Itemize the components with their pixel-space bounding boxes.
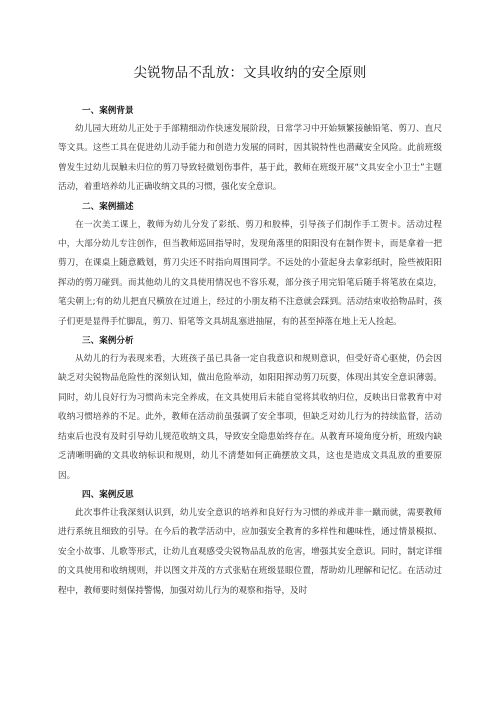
section-body-background: 幼儿园大班幼儿正处于手部精细动作快速发展阶段，日常学习中开始频繁接触铅笔、剪刀、直尺等文具。这些工具在促进幼儿动手能力和创造力发展的同时，因其锐特性也潜藏安全风险。此前班级曾发生过幼儿误触未归位的剪刀导致轻微划伤事件，基于此，教师在班级开展“文具安全小卫士”主题活动，着重培养幼儿正确收纳文具的习惯，强化安全意识。 (58, 124, 442, 193)
section-analysis (58, 333, 442, 486)
section-body-reflection: 此次事件让我深刻认识到，幼儿安全意识的培养和良好行为习惯的养成并非一蹴而就，需要教师进行系统且细致的引导。在今后的教学活动中，应加强安全教育的多样性和趣味性，通过情景模拟、安全小故事、儿歌等形式，让幼儿直观感受尖锐物品乱放的危害，增强其安全意识。同时，制定详细的文具使用和收纳规则，并以图文并茂的方式张贴在班级显眼位置，帮助幼儿理解和记忆。在活动过程中，教师要时刻保持警惕，加强对幼儿行为的观察和指导，及时 (58, 507, 442, 596)
document-title: 尖锐物品不乱放：文具收纳的安全原则 (133, 65, 367, 81)
section-heading-background: 一、案例背景 (82, 106, 134, 116)
section-reflection (58, 487, 442, 601)
section-heading-analysis: 三、案例分析 (82, 336, 134, 347)
section-background (58, 103, 442, 198)
section-heading-reflection: 四、案例反思 (82, 489, 134, 500)
section-description (58, 199, 442, 332)
section-heading-description: 二、案例描述 (82, 201, 134, 212)
section-body-description: 在一次美工课上，教师为幼儿分发了彩纸、剪刀和胶棒，引导孩子们制作手工贺卡。活动过程中，大部分幼儿专注创作，但当教师巡回指导时，发现角落里的阳阳没有在制作贺卡，而是拿着一把剪刀，在课桌上随意戳划，剪刀尖还不时指向周围同学。不远处的小萱起身去拿彩纸时，险些被阳阳挥动的剪刀碰到。而其他幼儿的文具使用情况也不容乐观，部分孩子用完铅笔后随手将笔放在桌边，笔尖朝上;有的幼儿把直尺横放在过道上，经过的小朋友稍不注意就会踩到。活动结束收拾物品时，孩子们更是显得手忙脚乱，剪刀、铅笔等文具胡乱塞进抽屉，有的甚至掉落在地上无人捡起。 (58, 219, 442, 327)
section-body-analysis: 从幼儿的行为表现来看，大班孩子虽已具备一定自我意识和规则意识，但受好奇心驱使，仍会因缺乏对尖锐物品危险性的深刻认知，做出危险举动，如阳阳挥动剪刀玩耍，体现出其安全意识薄弱。同时，幼儿良好行为习惯尚未完全养成，在文具使用后未能自觉将其收纳归位，反映出日常教育中对收纳习惯培养的不足。此外，教师在活动前虽强调了安全事项，但缺乏对幼儿行为的持续监督，活动结束后也没有及时引导幼儿规范收纳文具，导致安全隐患始终存在。从教育环境角度分析，班级内缺乏清晰明确的文具收纳标识和规则，幼儿不清楚如何正确摆放文具，这也是造成文具乱放的重要原因。 (58, 354, 442, 481)
